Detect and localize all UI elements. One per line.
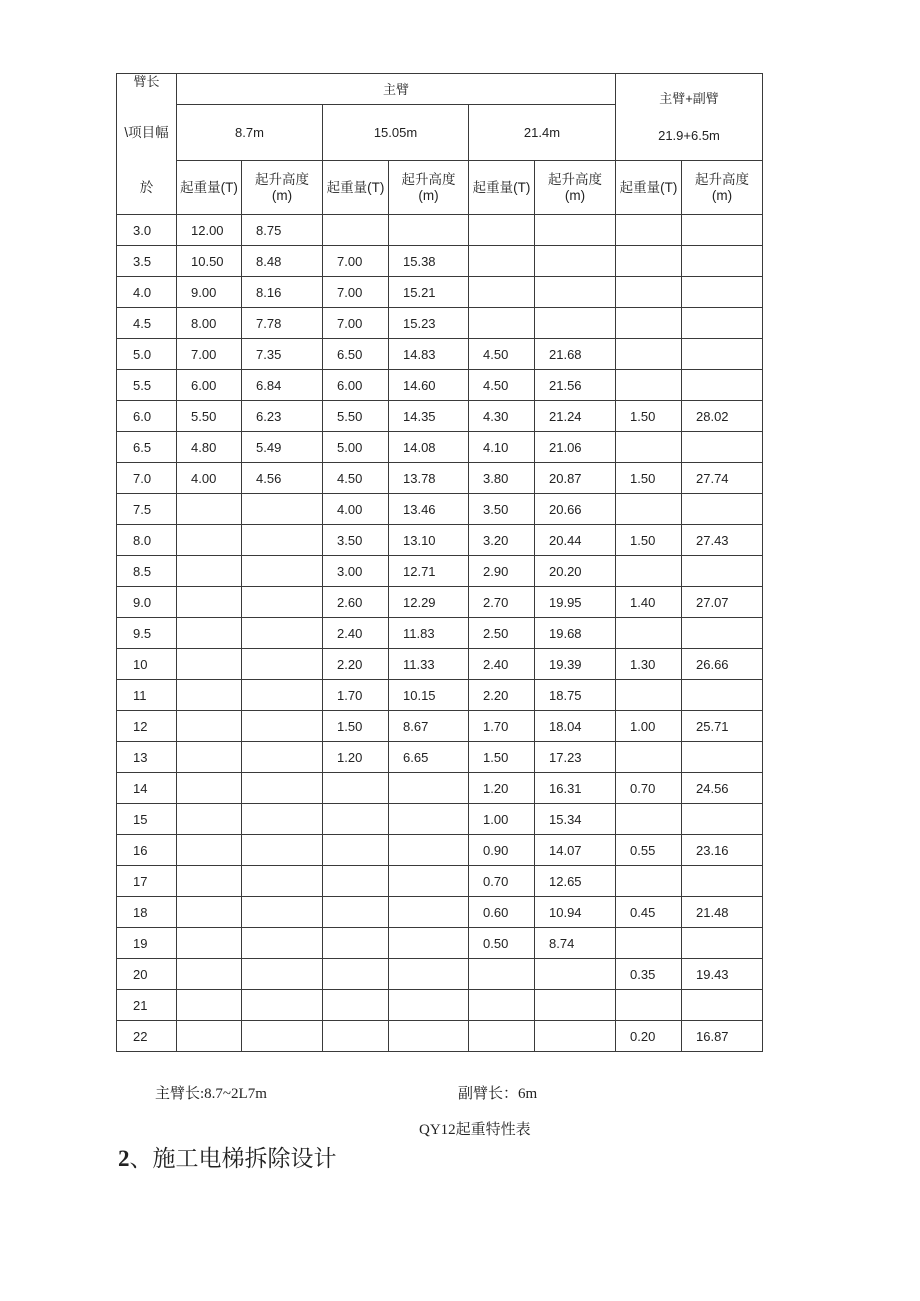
height-cell: 7.35 bbox=[242, 339, 323, 370]
boom-length-notes bbox=[0, 1082, 920, 1104]
load-cell: 1.50 bbox=[323, 711, 389, 742]
table-row bbox=[117, 773, 763, 804]
boom-length-21-4: 21.4m bbox=[469, 105, 616, 161]
main-boom-note: 主臂长:8.7~2L7m bbox=[155, 1086, 267, 1102]
load-cell bbox=[323, 215, 389, 246]
radius-cell: 4.5 bbox=[117, 308, 177, 339]
height-cell bbox=[682, 990, 763, 1021]
load-cell: 8.00 bbox=[177, 308, 242, 339]
col-header-height: 起升高度 (m) bbox=[242, 161, 323, 215]
height-cell bbox=[242, 990, 323, 1021]
height-cell bbox=[242, 742, 323, 773]
boom-length-8-7: 8.7m bbox=[177, 105, 323, 161]
height-cell bbox=[242, 556, 323, 587]
load-cell: 0.55 bbox=[616, 835, 682, 866]
height-cell: 19.95 bbox=[535, 587, 616, 618]
height-cell bbox=[389, 897, 469, 928]
load-cell bbox=[469, 990, 535, 1021]
load-cell: 1.20 bbox=[323, 742, 389, 773]
load-cell: 5.50 bbox=[177, 401, 242, 432]
load-cell bbox=[323, 835, 389, 866]
load-cell: 4.80 bbox=[177, 432, 242, 463]
load-cell: 2.40 bbox=[323, 618, 389, 649]
load-cell bbox=[177, 711, 242, 742]
height-cell bbox=[682, 339, 763, 370]
height-cell: 20.87 bbox=[535, 463, 616, 494]
load-cell: 1.50 bbox=[616, 525, 682, 556]
load-cell bbox=[177, 494, 242, 525]
load-cell: 2.40 bbox=[469, 649, 535, 680]
table-row bbox=[117, 1021, 763, 1052]
height-cell bbox=[535, 1021, 616, 1052]
height-cell bbox=[682, 680, 763, 711]
load-cell bbox=[323, 1021, 389, 1052]
load-cell: 4.30 bbox=[469, 401, 535, 432]
height-cell bbox=[389, 959, 469, 990]
height-cell bbox=[242, 494, 323, 525]
load-cell: 2.70 bbox=[469, 587, 535, 618]
height-cell bbox=[682, 494, 763, 525]
load-cell bbox=[177, 897, 242, 928]
load-cell: 0.45 bbox=[616, 897, 682, 928]
col-header-load: 起重量(T) bbox=[177, 161, 242, 215]
load-cell bbox=[177, 773, 242, 804]
height-cell bbox=[389, 773, 469, 804]
load-cell: 1.50 bbox=[616, 463, 682, 494]
table-row bbox=[117, 587, 763, 618]
height-cell: 8.75 bbox=[242, 215, 323, 246]
load-cell: 10.50 bbox=[177, 246, 242, 277]
height-cell bbox=[682, 246, 763, 277]
table-row bbox=[117, 866, 763, 897]
combo-boom-group-header bbox=[616, 74, 763, 161]
height-cell bbox=[242, 928, 323, 959]
load-cell: 4.50 bbox=[469, 370, 535, 401]
section-title: 、施工电梯拆除设计 bbox=[129, 1146, 337, 1171]
height-cell: 18.04 bbox=[535, 711, 616, 742]
height-cell bbox=[535, 308, 616, 339]
height-cell bbox=[682, 556, 763, 587]
radius-cell: 20 bbox=[117, 959, 177, 990]
height-cell: 4.56 bbox=[242, 463, 323, 494]
height-cell: 19.39 bbox=[535, 649, 616, 680]
radius-cell: 7.5 bbox=[117, 494, 177, 525]
boom-length-combo: 21.9+6.5m bbox=[658, 128, 720, 143]
height-cell bbox=[535, 959, 616, 990]
load-cell bbox=[177, 680, 242, 711]
height-cell bbox=[389, 866, 469, 897]
radius-cell: 6.0 bbox=[117, 401, 177, 432]
height-cell: 19.43 bbox=[682, 959, 763, 990]
table-row bbox=[117, 463, 763, 494]
combo-boom-label: 主臂+副臂 bbox=[659, 91, 719, 106]
load-cell bbox=[469, 308, 535, 339]
load-cell bbox=[616, 928, 682, 959]
load-cell bbox=[323, 866, 389, 897]
height-cell bbox=[242, 835, 323, 866]
height-cell bbox=[242, 618, 323, 649]
height-cell: 21.24 bbox=[535, 401, 616, 432]
load-cell bbox=[177, 556, 242, 587]
height-cell: 8.48 bbox=[242, 246, 323, 277]
radius-cell: 14 bbox=[117, 773, 177, 804]
load-cell: 6.00 bbox=[323, 370, 389, 401]
height-cell bbox=[682, 308, 763, 339]
load-cell: 0.70 bbox=[616, 773, 682, 804]
load-cell: 12.00 bbox=[177, 215, 242, 246]
load-cell: 4.00 bbox=[177, 463, 242, 494]
load-cell bbox=[177, 525, 242, 556]
height-cell: 8.74 bbox=[535, 928, 616, 959]
load-cell: 2.20 bbox=[323, 649, 389, 680]
radius-cell: 10 bbox=[117, 649, 177, 680]
height-cell: 27.43 bbox=[682, 525, 763, 556]
load-cell bbox=[323, 928, 389, 959]
height-cell bbox=[242, 897, 323, 928]
col-header-load: 起重量(T) bbox=[323, 161, 389, 215]
height-cell: 23.16 bbox=[682, 835, 763, 866]
height-cell: 20.66 bbox=[535, 494, 616, 525]
height-cell bbox=[242, 711, 323, 742]
radius-cell: 12 bbox=[117, 711, 177, 742]
table-caption: QY12起重特性表 bbox=[419, 1122, 531, 1138]
load-cell: 2.90 bbox=[469, 556, 535, 587]
load-cell: 0.50 bbox=[469, 928, 535, 959]
load-cell bbox=[323, 959, 389, 990]
table-row bbox=[117, 804, 763, 835]
load-cell bbox=[616, 866, 682, 897]
load-cell bbox=[177, 618, 242, 649]
load-cell bbox=[177, 587, 242, 618]
height-cell bbox=[682, 742, 763, 773]
height-cell: 20.20 bbox=[535, 556, 616, 587]
section-number: 2 bbox=[118, 1146, 130, 1171]
load-cell bbox=[616, 618, 682, 649]
load-cell: 0.60 bbox=[469, 897, 535, 928]
load-cell bbox=[469, 959, 535, 990]
radius-cell: 5.5 bbox=[117, 370, 177, 401]
load-cell bbox=[469, 215, 535, 246]
height-cell: 14.08 bbox=[389, 432, 469, 463]
height-cell bbox=[242, 525, 323, 556]
height-cell: 27.07 bbox=[682, 587, 763, 618]
radius-cell: 16 bbox=[117, 835, 177, 866]
table-row bbox=[117, 928, 763, 959]
height-cell: 26.66 bbox=[682, 649, 763, 680]
load-cell: 6.00 bbox=[177, 370, 242, 401]
load-cell: 4.10 bbox=[469, 432, 535, 463]
height-cell bbox=[242, 773, 323, 804]
height-cell: 15.23 bbox=[389, 308, 469, 339]
height-cell: 25.71 bbox=[682, 711, 763, 742]
load-cell: 3.50 bbox=[323, 525, 389, 556]
table-row bbox=[117, 370, 763, 401]
load-cell bbox=[469, 1021, 535, 1052]
height-cell: 6.65 bbox=[389, 742, 469, 773]
load-cell bbox=[616, 308, 682, 339]
radius-cell: 13 bbox=[117, 742, 177, 773]
load-cell bbox=[177, 990, 242, 1021]
load-cell bbox=[323, 897, 389, 928]
col-header-height: 起升高度 (m) bbox=[389, 161, 469, 215]
table-row bbox=[117, 432, 763, 463]
height-cell: 15.38 bbox=[389, 246, 469, 277]
height-cell bbox=[535, 990, 616, 1021]
table-row bbox=[117, 556, 763, 587]
radius-cell: 15 bbox=[117, 804, 177, 835]
load-cell: 1.40 bbox=[616, 587, 682, 618]
height-cell bbox=[682, 928, 763, 959]
height-cell bbox=[242, 804, 323, 835]
table-row bbox=[117, 711, 763, 742]
height-cell: 8.67 bbox=[389, 711, 469, 742]
load-cell: 4.50 bbox=[323, 463, 389, 494]
height-cell: 12.65 bbox=[535, 866, 616, 897]
height-cell bbox=[682, 804, 763, 835]
section-heading bbox=[118, 1140, 337, 1173]
table-row bbox=[117, 680, 763, 711]
radius-cell: 22 bbox=[117, 1021, 177, 1052]
load-cell bbox=[616, 494, 682, 525]
table-row bbox=[117, 494, 763, 525]
load-cell: 1.00 bbox=[469, 804, 535, 835]
radius-cell: 5.0 bbox=[117, 339, 177, 370]
height-cell: 8.16 bbox=[242, 277, 323, 308]
load-cell: 7.00 bbox=[323, 308, 389, 339]
load-cell bbox=[177, 1021, 242, 1052]
height-cell: 10.15 bbox=[389, 680, 469, 711]
height-cell: 12.71 bbox=[389, 556, 469, 587]
load-cell: 1.00 bbox=[616, 711, 682, 742]
height-cell bbox=[389, 804, 469, 835]
height-cell bbox=[242, 959, 323, 990]
radius-cell: 4.0 bbox=[117, 277, 177, 308]
load-cell bbox=[616, 370, 682, 401]
load-cell bbox=[616, 556, 682, 587]
height-cell: 7.78 bbox=[242, 308, 323, 339]
table-row bbox=[117, 525, 763, 556]
radius-cell: 8.0 bbox=[117, 525, 177, 556]
table-row bbox=[117, 618, 763, 649]
height-cell bbox=[242, 649, 323, 680]
height-cell bbox=[682, 277, 763, 308]
load-cell bbox=[177, 804, 242, 835]
col-header-height: 起升高度 (m) bbox=[682, 161, 763, 215]
height-cell: 19.68 bbox=[535, 618, 616, 649]
load-cell: 4.50 bbox=[469, 339, 535, 370]
corner-header-middle: \项目幅 bbox=[117, 105, 177, 161]
height-cell: 13.10 bbox=[389, 525, 469, 556]
height-cell: 15.21 bbox=[389, 277, 469, 308]
load-cell: 3.80 bbox=[469, 463, 535, 494]
load-cell bbox=[323, 773, 389, 804]
height-cell bbox=[682, 432, 763, 463]
load-cell bbox=[323, 804, 389, 835]
radius-cell: 9.5 bbox=[117, 618, 177, 649]
table-row bbox=[117, 990, 763, 1021]
load-cell bbox=[616, 277, 682, 308]
radius-cell: 7.0 bbox=[117, 463, 177, 494]
radius-cell: 19 bbox=[117, 928, 177, 959]
height-cell bbox=[389, 990, 469, 1021]
load-cell: 0.35 bbox=[616, 959, 682, 990]
aux-boom-note: 副臂长：6m bbox=[458, 1086, 538, 1102]
load-cell: 3.50 bbox=[469, 494, 535, 525]
table-row bbox=[117, 339, 763, 370]
load-cell: 1.30 bbox=[616, 649, 682, 680]
crane-load-table bbox=[116, 73, 763, 1052]
boom-length-15-05: 15.05m bbox=[323, 105, 469, 161]
height-cell bbox=[535, 246, 616, 277]
height-cell: 15.34 bbox=[535, 804, 616, 835]
height-cell: 16.87 bbox=[682, 1021, 763, 1052]
table-row bbox=[117, 897, 763, 928]
load-cell: 0.70 bbox=[469, 866, 535, 897]
height-cell: 14.60 bbox=[389, 370, 469, 401]
table-row bbox=[117, 308, 763, 339]
radius-cell: 11 bbox=[117, 680, 177, 711]
load-cell: 1.50 bbox=[469, 742, 535, 773]
table-row bbox=[117, 959, 763, 990]
radius-cell: 9.0 bbox=[117, 587, 177, 618]
height-cell: 20.44 bbox=[535, 525, 616, 556]
height-cell bbox=[682, 618, 763, 649]
load-cell: 1.70 bbox=[323, 680, 389, 711]
height-cell: 13.46 bbox=[389, 494, 469, 525]
load-cell: 2.50 bbox=[469, 618, 535, 649]
height-cell: 14.07 bbox=[535, 835, 616, 866]
load-cell bbox=[469, 246, 535, 277]
height-cell: 27.74 bbox=[682, 463, 763, 494]
load-cell bbox=[177, 928, 242, 959]
height-cell bbox=[535, 215, 616, 246]
load-cell: 7.00 bbox=[323, 277, 389, 308]
height-cell bbox=[389, 928, 469, 959]
height-cell bbox=[535, 277, 616, 308]
load-cell bbox=[323, 990, 389, 1021]
col-header-load: 起重量(T) bbox=[616, 161, 682, 215]
load-cell bbox=[177, 959, 242, 990]
corner-header-top: 臂长 bbox=[117, 74, 177, 105]
height-cell: 18.75 bbox=[535, 680, 616, 711]
radius-cell: 6.5 bbox=[117, 432, 177, 463]
radius-cell: 8.5 bbox=[117, 556, 177, 587]
load-cell bbox=[616, 215, 682, 246]
load-cell bbox=[616, 742, 682, 773]
table-row bbox=[117, 277, 763, 308]
height-cell bbox=[682, 215, 763, 246]
load-cell: 1.70 bbox=[469, 711, 535, 742]
height-cell bbox=[242, 587, 323, 618]
height-cell: 11.33 bbox=[389, 649, 469, 680]
height-cell: 5.49 bbox=[242, 432, 323, 463]
height-cell: 6.84 bbox=[242, 370, 323, 401]
load-cell bbox=[177, 649, 242, 680]
load-cell bbox=[616, 432, 682, 463]
height-cell bbox=[682, 866, 763, 897]
radius-cell: 17 bbox=[117, 866, 177, 897]
load-cell bbox=[177, 742, 242, 773]
load-cell: 5.00 bbox=[323, 432, 389, 463]
height-cell: 13.78 bbox=[389, 463, 469, 494]
load-cell: 2.60 bbox=[323, 587, 389, 618]
height-cell: 14.83 bbox=[389, 339, 469, 370]
load-cell: 9.00 bbox=[177, 277, 242, 308]
height-cell bbox=[389, 1021, 469, 1052]
load-cell: 6.50 bbox=[323, 339, 389, 370]
height-cell bbox=[242, 680, 323, 711]
height-cell: 28.02 bbox=[682, 401, 763, 432]
radius-cell: 3.0 bbox=[117, 215, 177, 246]
height-cell bbox=[389, 835, 469, 866]
height-cell: 21.68 bbox=[535, 339, 616, 370]
height-cell: 16.31 bbox=[535, 773, 616, 804]
load-cell: 0.20 bbox=[616, 1021, 682, 1052]
table-row bbox=[117, 649, 763, 680]
load-cell bbox=[469, 277, 535, 308]
load-cell: 3.00 bbox=[323, 556, 389, 587]
load-cell bbox=[616, 339, 682, 370]
height-cell bbox=[242, 1021, 323, 1052]
height-cell: 6.23 bbox=[242, 401, 323, 432]
load-cell: 1.50 bbox=[616, 401, 682, 432]
table-row bbox=[117, 401, 763, 432]
height-cell: 12.29 bbox=[389, 587, 469, 618]
height-cell bbox=[389, 215, 469, 246]
table-row bbox=[117, 835, 763, 866]
main-boom-group-header: 主臂 bbox=[177, 74, 616, 105]
load-cell bbox=[616, 990, 682, 1021]
table-row bbox=[117, 742, 763, 773]
load-cell bbox=[616, 246, 682, 277]
radius-cell: 18 bbox=[117, 897, 177, 928]
height-cell: 21.56 bbox=[535, 370, 616, 401]
height-cell: 24.56 bbox=[682, 773, 763, 804]
radius-cell: 3.5 bbox=[117, 246, 177, 277]
load-cell bbox=[177, 866, 242, 897]
load-cell bbox=[616, 680, 682, 711]
table-row bbox=[117, 246, 763, 277]
col-header-load: 起重量(T) bbox=[469, 161, 535, 215]
load-cell: 4.00 bbox=[323, 494, 389, 525]
load-cell: 7.00 bbox=[177, 339, 242, 370]
load-cell: 2.20 bbox=[469, 680, 535, 711]
height-cell: 14.35 bbox=[389, 401, 469, 432]
height-cell: 21.06 bbox=[535, 432, 616, 463]
height-cell: 10.94 bbox=[535, 897, 616, 928]
load-cell bbox=[616, 804, 682, 835]
load-cell: 0.90 bbox=[469, 835, 535, 866]
radius-cell: 21 bbox=[117, 990, 177, 1021]
height-cell bbox=[682, 370, 763, 401]
height-cell: 21.48 bbox=[682, 897, 763, 928]
load-cell bbox=[177, 835, 242, 866]
load-cell: 3.20 bbox=[469, 525, 535, 556]
load-cell: 7.00 bbox=[323, 246, 389, 277]
load-cell: 1.20 bbox=[469, 773, 535, 804]
col-header-height: 起升高度 (m) bbox=[535, 161, 616, 215]
table-row bbox=[117, 215, 763, 246]
height-cell: 11.83 bbox=[389, 618, 469, 649]
height-cell: 17.23 bbox=[535, 742, 616, 773]
load-cell: 5.50 bbox=[323, 401, 389, 432]
height-cell bbox=[242, 866, 323, 897]
corner-header-bottom: 於 bbox=[117, 161, 177, 215]
